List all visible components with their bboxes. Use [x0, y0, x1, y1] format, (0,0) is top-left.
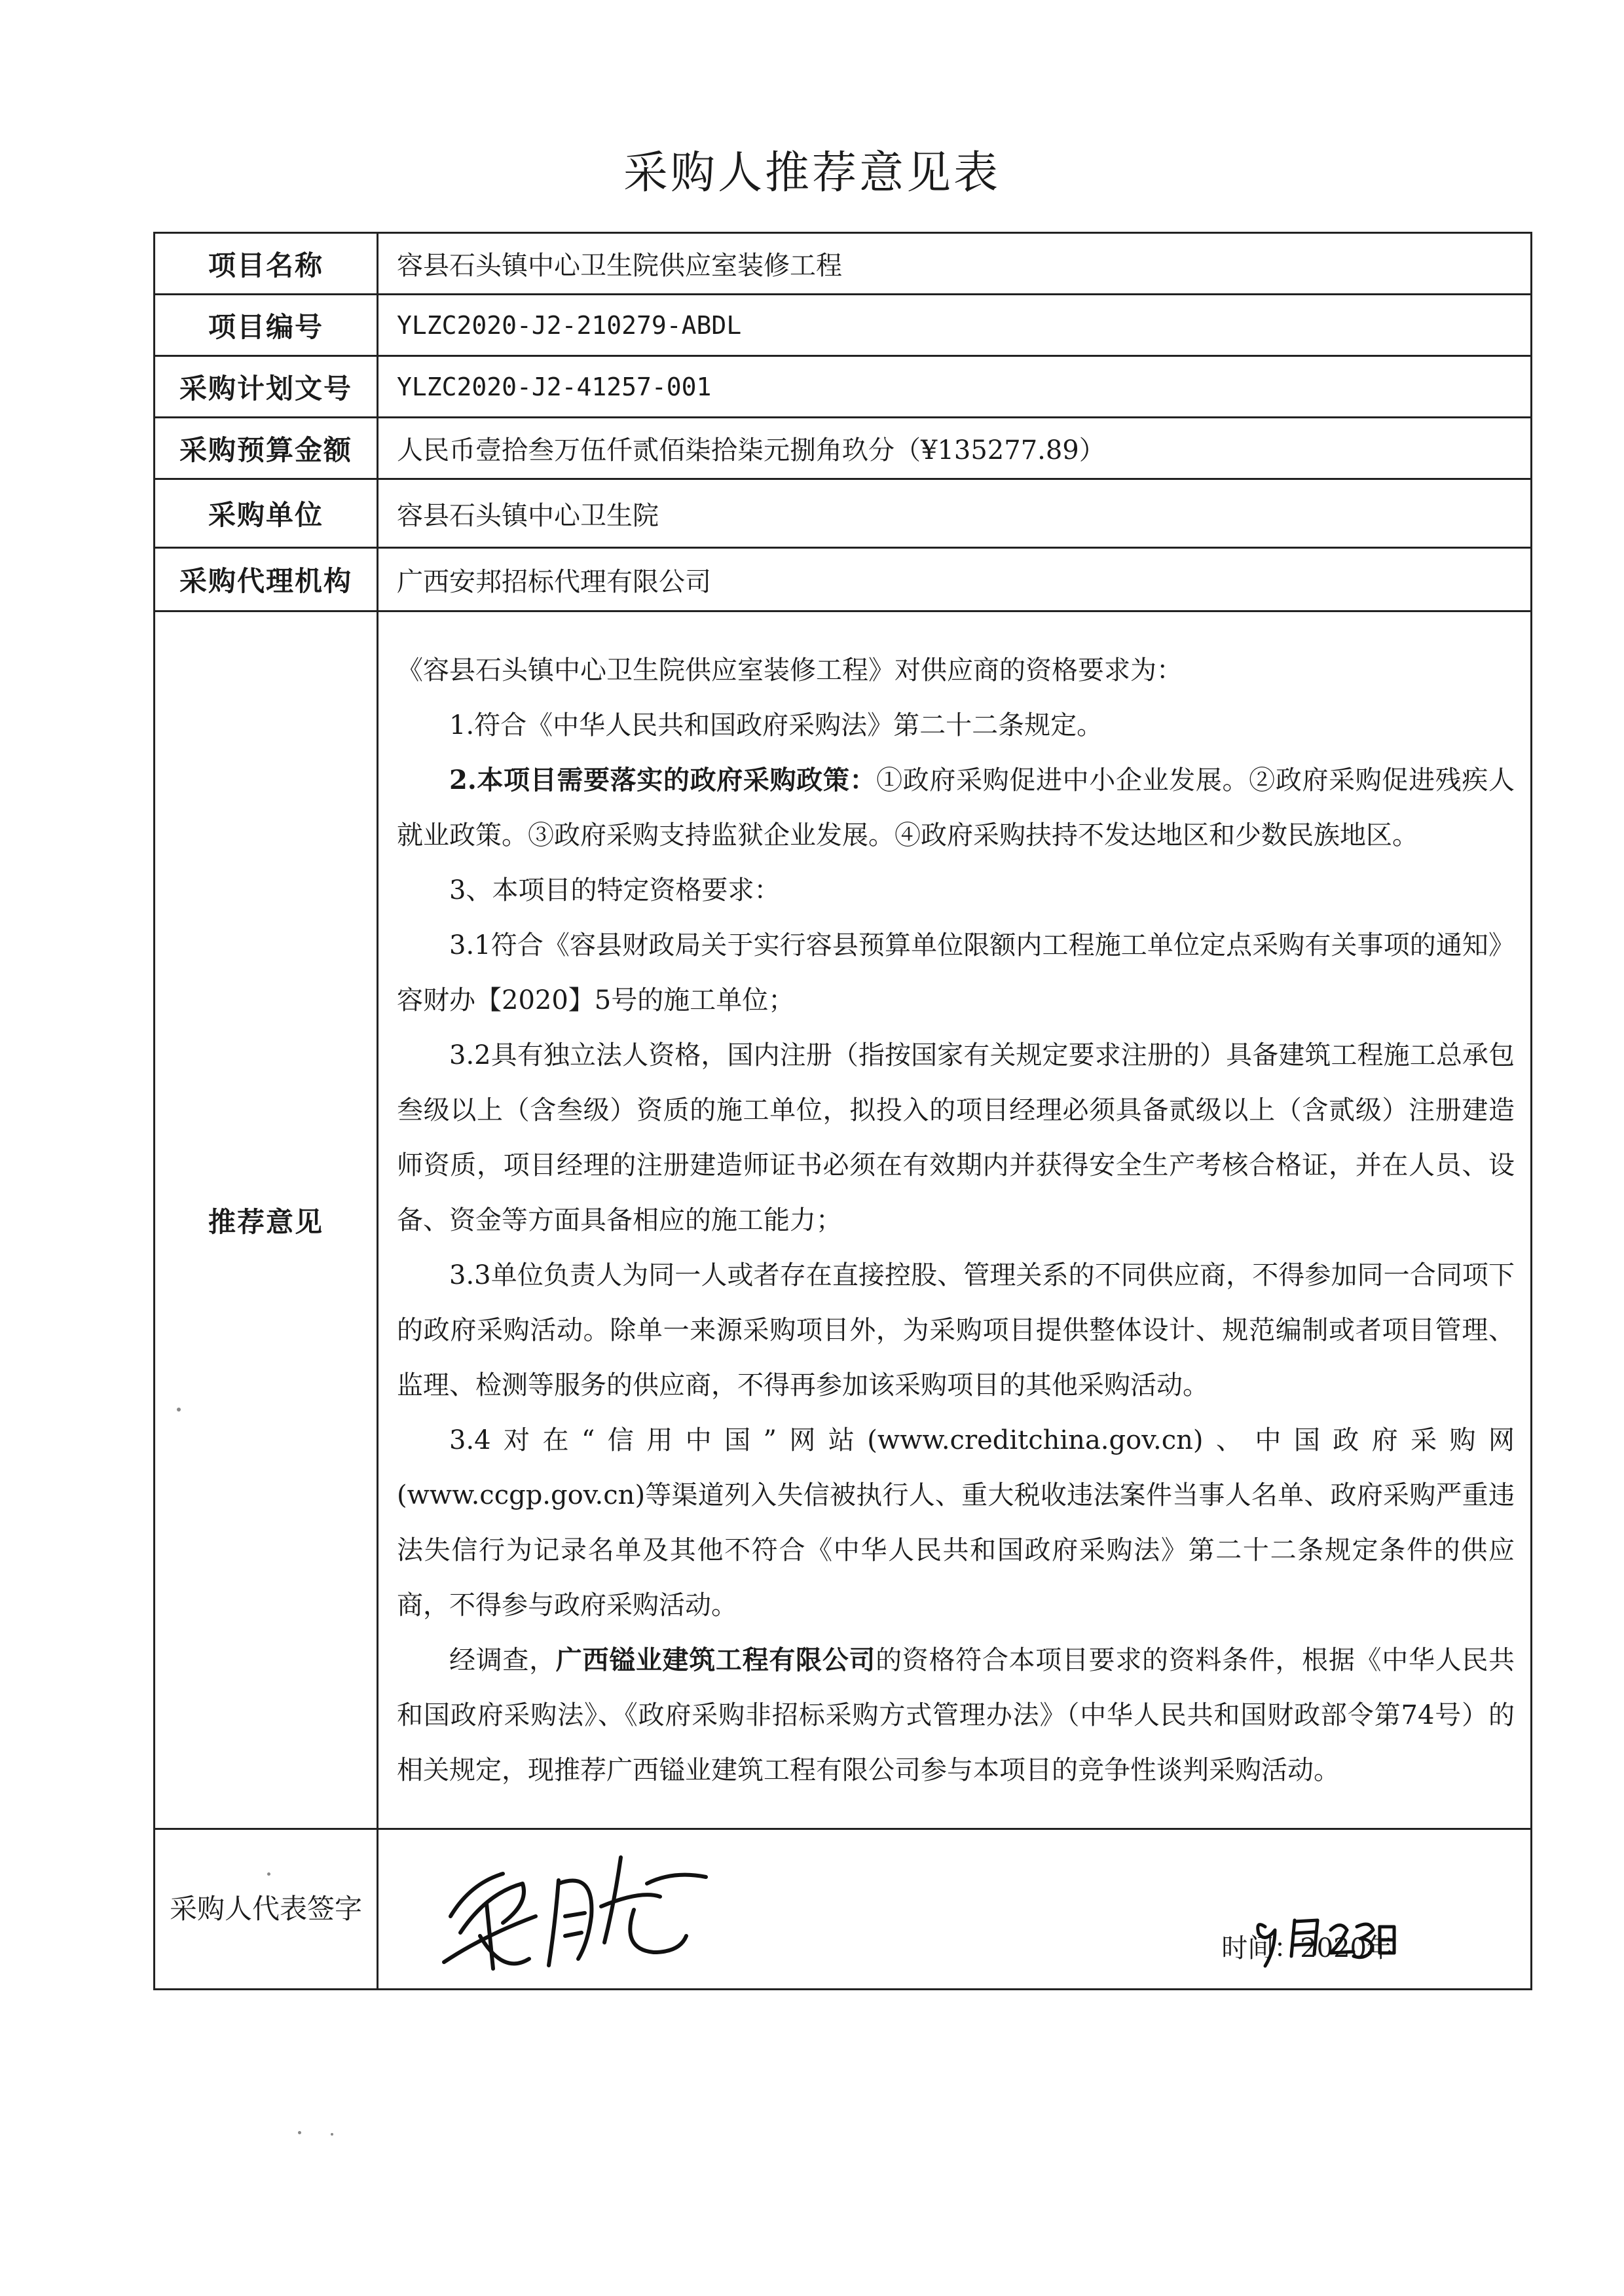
value-purchasing-unit: 容县石头镇中心卫生院 — [378, 479, 1532, 548]
opinion-item-3-3: 3.3单位负责人为同一人或者存在直接控股、管理关系的不同供应商，不得参加同一合同项下的政府采购活动。除单一来源采购项目外，为采购项目提供整体设计、规范编制或者项目管理、监理、检测等服务的供应商，不得再参加该采购项目的其他采购活动。 — [397, 1260, 1515, 1400]
value-plan-no: YLZC2020-J2-41257-001 — [378, 356, 1532, 418]
opinion-body — [378, 611, 1532, 1829]
opinion-item-3-1: 3.1符合《容县财政局关于实行容县预算单位限额内工程施工单位定点采购有关事项的通知》容财办【2020】5号的施工单位； — [397, 930, 1515, 1015]
opinion-conclusion — [397, 1633, 1515, 1798]
conclusion-pre: 经调查， — [449, 1645, 556, 1675]
conclusion-company: 广西镒业建筑工程有限公司 — [555, 1644, 876, 1675]
label-budget: 采购预算金额 — [155, 418, 378, 479]
value-project-name: 容县石头镇中心卫生院供应室装修工程 — [378, 233, 1532, 295]
handwritten-signature — [424, 1844, 712, 1982]
row-budget — [155, 418, 1532, 479]
opinion-intro: 《容县石头镇中心卫生院供应室装修工程》对供应商的资格要求为： — [397, 655, 1183, 685]
recommendation-form — [153, 232, 1532, 1990]
row-project-name — [155, 233, 1532, 295]
scan-speck — [177, 1408, 181, 1412]
scan-speck — [298, 2131, 301, 2134]
label-signature: 采购人代表签字 — [155, 1829, 378, 1990]
row-plan-no — [155, 356, 1532, 418]
opinion-item-3-2: 3.2具有独立法人资格，国内注册（指按国家有关规定要求注册的）具备建筑工程施工总承包叁级以上（含叁级）资质的施工单位，拟投入的项目经理必须具备贰级以上（含贰级）注册建造师资质，项目经理的注册建造师证书必须在有效期内并获得安全生产考核合格证，并在人员、设备、资金等方面具备相应的施工能力； — [397, 1040, 1515, 1235]
row-opinion — [155, 611, 1532, 1829]
label-purchasing-unit: 采购单位 — [155, 479, 378, 548]
date-printed: 时间：2020年 — [1221, 1933, 1393, 1963]
opinion-item-1: 1.符合《中华人民共和国政府采购法》第二十二条规定。 — [449, 710, 1103, 740]
signature-cell — [378, 1829, 1532, 1990]
document-title: 采购人推荐意见表 — [623, 147, 1001, 199]
handwritten-date — [1249, 1901, 1399, 1973]
value-agency: 广西安邦招标代理有限公司 — [378, 548, 1532, 611]
label-opinion: 推荐意见 — [155, 611, 378, 1829]
opinion-item-3: 3、本项目的特定资格要求： — [449, 875, 781, 905]
value-project-no: YLZC2020-J2-210279-ABDL — [378, 295, 1532, 356]
label-project-no: 项目编号 — [155, 295, 378, 356]
conclusion-post: 的资格符合本项目要求的资料条件，根据《中华人民共和国政府采购法》、《政府采购非招标采购方式管理办法》（中华人民共和国财政部令第74号）的相关规定，现推荐广西镒业建筑工程有限公司参与本项目的竞争性谈判采购活动。 — [397, 1645, 1515, 1785]
label-agency: 采购代理机构 — [155, 548, 378, 611]
opinion-item-2-body: ①政府采购促进中小企业发展。②政府采购促进残疾人就业政策。③政府采购支持监狱企业发展。④政府采购扶持不发达地区和少数民族地区。 — [397, 765, 1515, 850]
row-signature — [155, 1829, 1532, 1990]
opinion-item-2 — [397, 753, 1515, 863]
row-purchasing-unit — [155, 479, 1532, 548]
opinion-item-3-4: 3.4对在“信用中国”网站(www.creditchina.gov.cn)、中国政府采购网(www.ccgp.gov.cn)等渠道列入失信被执行人、重大税收违法案件当事人名单、政府采购严重违法失信行为记录名单及其他不符合《中华人民共和国政府采购法》第二十二条规定条件的供应商，不得参与政府采购活动。 — [397, 1425, 1515, 1620]
scan-speck — [267, 1872, 270, 1876]
value-budget: 人民币壹拾叁万伍仟贰佰柒拾柒元捌角玖分（¥135277.89） — [378, 418, 1532, 479]
label-project-name: 项目名称 — [155, 233, 378, 295]
opinion-item-2-head: 2.本项目需要落实的政府采购政策： — [449, 764, 877, 795]
scan-speck — [331, 2133, 333, 2136]
row-project-no — [155, 295, 1532, 356]
row-agency — [155, 548, 1532, 611]
label-plan-no: 采购计划文号 — [155, 356, 378, 418]
